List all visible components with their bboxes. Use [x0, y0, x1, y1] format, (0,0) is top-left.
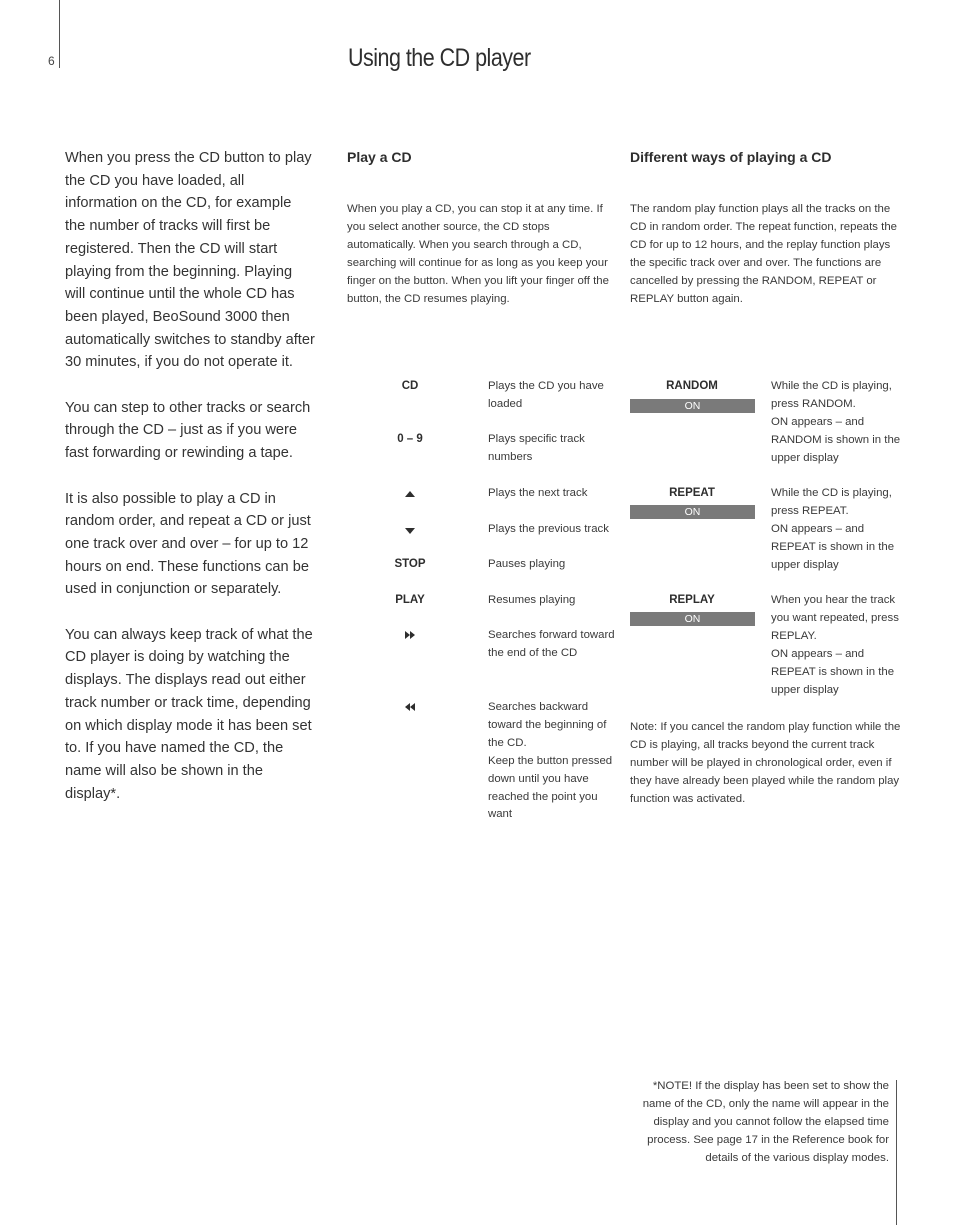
- page-number: 6: [48, 54, 55, 68]
- triangle-up-icon: [360, 486, 460, 497]
- replay-description: When you hear the track you want repeated, press REPLAY. ON appears – and REPEAT is shown in the upper display: [771, 594, 899, 696]
- intro-paragraph: You can step to other tracks or search through the CD – just as if you were fast forwarding or rewinding a tape.: [65, 399, 311, 462]
- intro-paragraph: When you press the CD button to play the CD you have loaded, all information on the CD, for example the number of tracks will first be registered. Then the CD will start playing from the beginning. Playing will continue until the whole CD has been played, BeoSound 3000 then automatically switches to standby after 30 minutes, if you do not operate it.: [65, 150, 315, 371]
- random-key: RANDOM: [666, 380, 718, 392]
- replay-display-bar: ON: [630, 612, 755, 626]
- cd-key: CD: [401, 380, 419, 392]
- top-margin-rule: [59, 0, 60, 68]
- play-key-description: Resumes playing: [488, 594, 576, 606]
- random-cancel-note: Note: If you cancel the random play function while the CD is playing, all tracks beyond the current track number will be played in chronological order, even if they have already been played while the random play function was activated.: [630, 721, 901, 805]
- intro-text: [65, 147, 315, 828]
- rewind-icon: [360, 700, 460, 711]
- down-key-description: Plays the previous track: [488, 523, 609, 535]
- intro-paragraph: You can always keep track of what the CD player is doing by watching the displays. The displays read out either track number or track time, depending on which display mode it has been set to. If you have named the CD, the name will also be shown in the display*.: [65, 626, 313, 802]
- stop-key: STOP: [394, 558, 426, 570]
- rewind-key-description: Searches backward toward the beginning of the CD. Keep the button pressed down until you have reached the point you want: [488, 701, 613, 821]
- playing-modes-text: The random play function plays all the tracks on the CD in random order. The repeat function, repeats the CD for up to 12 hours, and the replay function plays the specific track over and over. The functions are cancelled by pressing the RANDOM, REPEAT or REPLAY button again.: [630, 203, 897, 305]
- stop-key-description: Pauses playing: [488, 558, 566, 570]
- fast-forward-icon: [360, 628, 460, 639]
- intro-paragraph: It is also possible to play a CD in random order, and repeat a CD or just one track over and over – for up to 12 hours on end. These functions can be used in conjunction or separately.: [65, 490, 311, 598]
- playing-modes-heading: Different ways of playing a CD: [630, 149, 832, 165]
- up-key-description: Plays the next track: [488, 487, 588, 499]
- number-keys: 0 – 9: [397, 433, 423, 445]
- play-cd-heading: Play a CD: [347, 149, 412, 165]
- forward-key-description: Searches forward toward the end of the CD: [488, 629, 615, 659]
- display-footnote: *NOTE! If the display has been set to show the name of the CD, only the name will appear in the display and you cannot follow the elapsed time process. See page 17 in the Reference book for details of the various display modes.: [642, 1080, 889, 1164]
- play-cd-text: When you play a CD, you can stop it at any time. If you select another source, the CD stops automatically. When you search through a CD, searching will continue for as long as you keep your finger on the button. When you lift your finger off the button, the CD resumes playing.: [347, 203, 609, 305]
- random-description: While the CD is playing, press RANDOM. ON appears – and RANDOM is shown in the upper display: [771, 380, 901, 464]
- page-title: Using the CD player: [348, 44, 531, 72]
- bottom-margin-rule: [896, 1080, 897, 1225]
- play-key: PLAY: [395, 594, 425, 606]
- random-display-bar: ON: [630, 399, 755, 413]
- number-keys-description: Plays specific track numbers: [488, 433, 585, 463]
- repeat-description: While the CD is playing, press REPEAT. ON appears – and REPEAT is shown in the upper display: [771, 487, 895, 571]
- repeat-display-bar: ON: [630, 505, 755, 519]
- triangle-down-icon: [360, 522, 460, 534]
- replay-key: REPLAY: [669, 594, 715, 606]
- repeat-key: REPEAT: [669, 487, 715, 499]
- cd-key-description: Plays the CD you have loaded: [488, 380, 604, 410]
